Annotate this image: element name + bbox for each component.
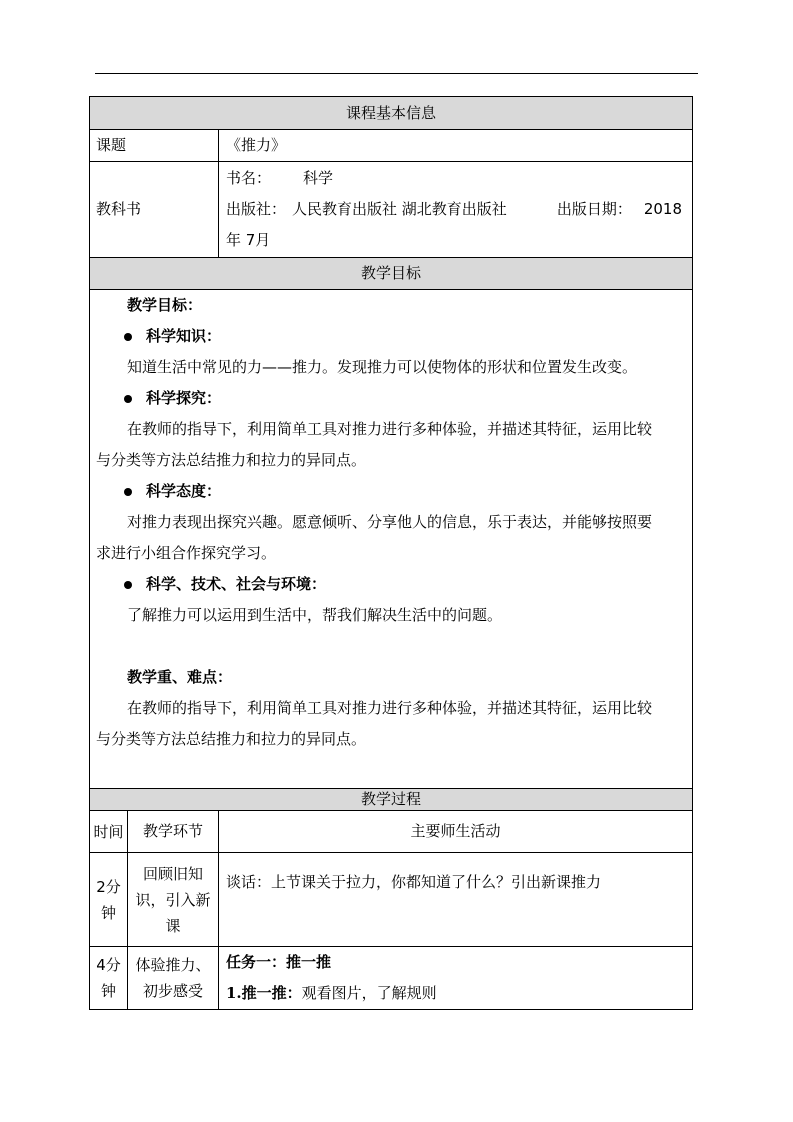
- col-header-stage: 教学环节: [128, 811, 219, 853]
- goal-2-text-a: 在教师的指导下，利用简单工具对推力进行多种体验，并描述其特征，运用比较: [127, 420, 653, 438]
- pub-date-value: 2018: [643, 200, 683, 218]
- row-1-stage: 回顾旧知识，引入新课: [128, 853, 219, 947]
- goals-cell: [90, 290, 693, 789]
- row-2-activity-line: [226, 978, 692, 1009]
- row-1-activity: 谈话：上节课关于拉力，你都知道了什么？引出新课推力: [219, 853, 693, 947]
- pub-date-label: 出版日期：: [556, 200, 632, 218]
- section-title-process: 教学过程: [90, 789, 693, 811]
- lesson-plan-table: [89, 96, 693, 1010]
- textbook-details: [219, 162, 693, 258]
- goal-1-text: 知道生活中常见的力——推力。发现推力可以使物体的形状和位置发生改变。: [127, 358, 638, 376]
- key-points-text-a: 在教师的指导下，利用简单工具对推力进行多种体验，并描述其特征，运用比较: [127, 699, 653, 717]
- goal-1-title: 科学知识：: [90, 321, 692, 352]
- book-name-label: 书名：: [226, 169, 272, 187]
- goal-3-title: 科学态度：: [90, 476, 692, 507]
- key-points-heading: 教学重、难点：: [127, 668, 233, 686]
- col-header-time: 时间: [90, 811, 128, 853]
- section-title-course-info: 课程基本信息: [90, 97, 693, 130]
- row-2-activity: [219, 947, 693, 1010]
- row-2-activity-bold: 1.推一推：: [226, 984, 302, 1002]
- goal-2-title: 科学探究：: [90, 383, 692, 414]
- topic-value: 《推力》: [219, 130, 693, 162]
- goal-4-text: 了解推力可以运用到生活中，帮我们解决生活中的问题。: [127, 606, 503, 624]
- goals-heading: 教学目标：: [127, 296, 203, 314]
- section-title-goals: 教学目标: [90, 258, 693, 290]
- topic-label: 课题: [90, 130, 219, 162]
- row-2-task-title: 任务一：推一推: [226, 953, 332, 971]
- bullet-icon: [124, 395, 132, 403]
- book-name-value: 科学: [303, 169, 334, 187]
- goal-3-text-b: 求进行小组合作探究学习。: [96, 544, 277, 562]
- row-2-time: 4分钟: [90, 947, 128, 1010]
- pub-date-continued: 年 7月: [226, 231, 271, 249]
- bullet-icon: [124, 581, 132, 589]
- row-2-activity-text: 观看图片，了解规则: [301, 984, 437, 1002]
- bullet-icon: [124, 488, 132, 496]
- goal-4-title: 科学、技术、社会与环境：: [90, 569, 692, 600]
- header-rule: [95, 73, 698, 74]
- row-2-stage: 体验推力、初步感受: [128, 947, 219, 1010]
- publisher-value: 人民教育出版社 湖北教育出版社: [292, 200, 507, 218]
- publisher-line: [226, 194, 692, 225]
- textbook-label: 教科书: [90, 162, 219, 258]
- row-1-time: 2分钟: [90, 853, 128, 947]
- col-header-activity: 主要师生活动: [219, 811, 693, 853]
- book-name-line: [226, 163, 692, 194]
- publisher-label: 出版社：: [226, 200, 287, 218]
- goal-2-text-b: 与分类等方法总结推力和拉力的异同点。: [96, 451, 367, 469]
- goal-3-text-a: 对推力表现出探究兴趣。愿意倾听、分享他人的信息，乐于表达，并能够按照要: [127, 513, 653, 531]
- key-points-text-b: 与分类等方法总结推力和拉力的异同点。: [96, 730, 367, 748]
- bullet-icon: [124, 333, 132, 341]
